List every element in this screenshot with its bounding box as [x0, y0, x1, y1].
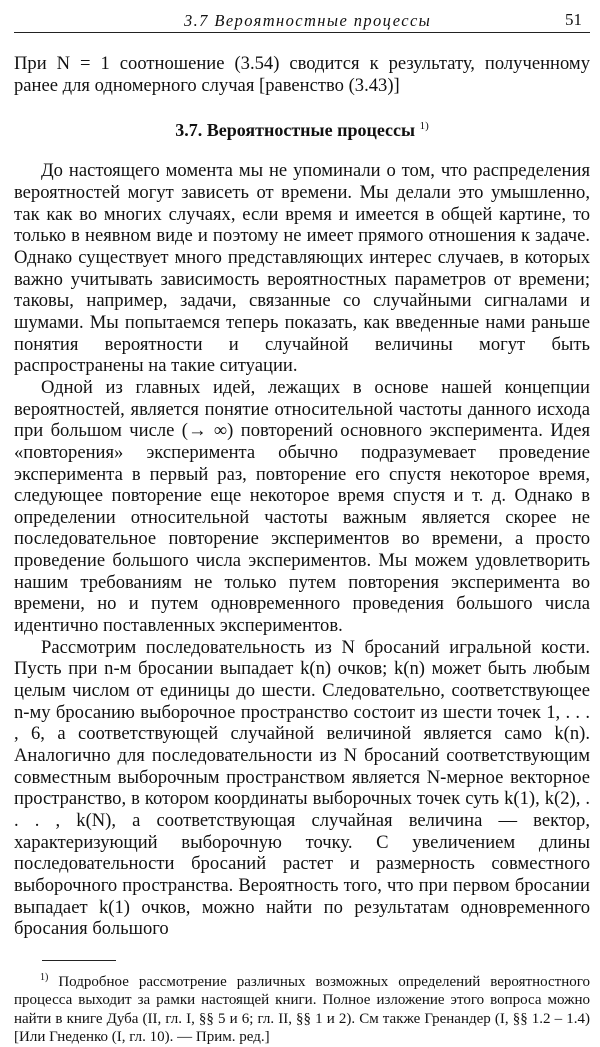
footnote — [14, 969, 590, 1047]
footnote-marker: 1) — [40, 971, 49, 983]
running-header — [14, 6, 590, 33]
section-heading — [14, 116, 590, 140]
footnote-text: Подробное рассмотрение различных возможных определений вероятностного процесса выходит за рамки настоящей книги. Полное изложение этого вопроса можно найти в книге Дуба (II, гл. I, §§ 5 и 6; гл. II, §§ 1 и 2). См также Гренандер (I, §§ 1.2 – 1.4) [Или Гнеденко (I, гл. 10). — Прим. ред.] — [14, 973, 590, 1046]
footnote-reference: 1) — [419, 120, 429, 133]
footnote-divider — [42, 960, 116, 961]
body-paragraph-1: До настоящего момента мы не упоминали о том, что распределения вероятностей могут зависеть от времени. Мы делали это умышленно, так как во многих случаях, если время и имеется в общей картине, то только в неявном виде и поэтому не имеет прямого отношения к задаче. Однако существует много представляющих интерес случаев, в которых важно учитывать зависимость вероятностных параметров от времени; таковы, например, задачи, связанные со случайными сигналами и шумами. Мы попытаемся теперь показать, как введенные нами раньше понятия вероятности и случайной величины могут быть распространены на такие ситуации. — [14, 160, 590, 377]
section-title: 3.7. Вероятностные процессы — [175, 120, 416, 141]
running-title: 3.7 Вероятностные процессы — [184, 11, 432, 30]
page-number: 51 — [565, 10, 582, 29]
body-paragraph-2: Одной из главных идей, лежащих в основе нашей концепции вероятностей, является понятие относительной частоты данного исхода при большом числе (→ ∞) повторений основного эксперимента. Идея «повторения» эксперимента обычно подразумевает проведение эксперимента в первый раз, повторение его спустя некоторое время, следующее повторение еще некоторое время спустя и т. д. Однако в определении относительной частоты важным является скорее не последовательное повторение экспериментов во времени, а просто проведение большого числа экспериментов. Мы можем удовлетворить нашим требованиям не только путем повторения эксперимента во времени, но и путем одновременного проведения большого числа идентично поставленных экспериментов. — [14, 376, 590, 637]
body-paragraph-3: Рассмотрим последовательность из N бросаний игральной кости. Пусть при n-м бросании выпадает k(n) очков; k(n) может быть любым целым числом от единицы до шести. Следовательно, соответствующее n-му бросанию выборочное пространство состоит из шести точек 1, . . . , 6, а соответствующей случайной величиной является само k(n). Аналогично для последовательности из N бросаний соответствующим совместным выборочным пространством является N-мерное векторное пространство, в котором координаты выборочных точек суть k(1), k(2), . . . , k(N), а соответствующая случайная величина — вектор, характеризующий выборочную точку. С увеличением длины последовательности бросаний растет и размерность совместного выборочного пространства. Вероятность того, что при первом бросании выпадает k(1) очков, можно найти по результатам одновременного бросания большого — [14, 636, 590, 940]
intro-paragraph: При N = 1 соотношение (3.54) сводится к результату, полученному ранее для одномерного случая [равенство (3.43)] — [14, 53, 590, 96]
